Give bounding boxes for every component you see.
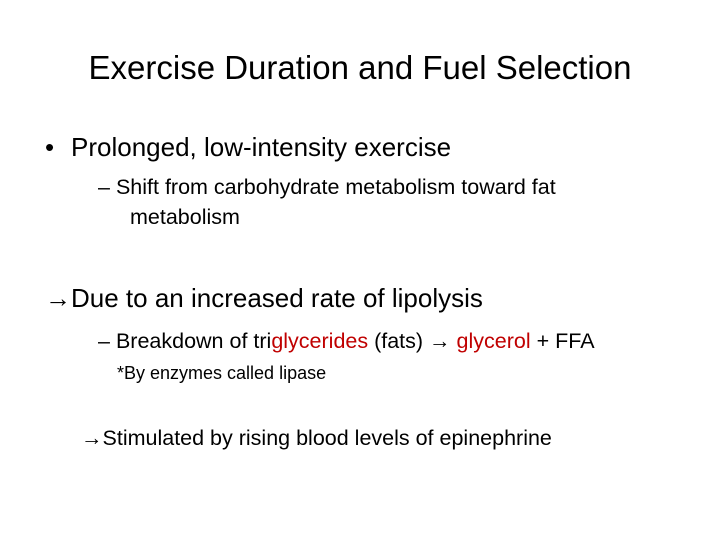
point-epinephrine <box>81 422 552 454</box>
bullet-prolonged-exercise <box>45 129 451 165</box>
breakdown-post: + FFA <box>530 329 595 353</box>
point-lipolysis <box>45 279 483 317</box>
glycerol-highlight: glycerol <box>456 329 531 353</box>
point-text: Stimulated by rising blood levels of epinephrine <box>102 426 552 450</box>
sub-bullet-text-line1: Shift from carbohydrate metabolism toward fat <box>115 175 556 199</box>
breakdown-pre: Breakdown of tri <box>115 329 272 353</box>
slide-title: Exercise Duration and Fuel Selection <box>88 49 632 86</box>
dash-marker: – <box>98 329 110 353</box>
breakdown-mid: (fats) <box>368 329 430 353</box>
glycerides-highlight: glycerides <box>271 329 369 353</box>
sub-bullet-shift-metabolism <box>98 172 556 202</box>
arrow-right-icon: → <box>81 426 103 450</box>
dash-marker: – <box>98 175 110 199</box>
bullet-marker: • <box>45 132 55 162</box>
sub-bullet-breakdown <box>98 325 595 357</box>
sub-bullet-shift-metabolism-cont <box>130 202 240 232</box>
note-lipase: *By enzymes called lipase <box>117 363 327 383</box>
sub-bullet-text-line2: metabolism <box>130 205 240 229</box>
bullet-text: Prolonged, low-intensity exercise <box>71 132 452 162</box>
arrow-right-icon: → <box>45 283 71 313</box>
arrow-right-icon: → <box>429 329 451 353</box>
point-text: Due to an increased rate of lipolysis <box>71 283 483 313</box>
